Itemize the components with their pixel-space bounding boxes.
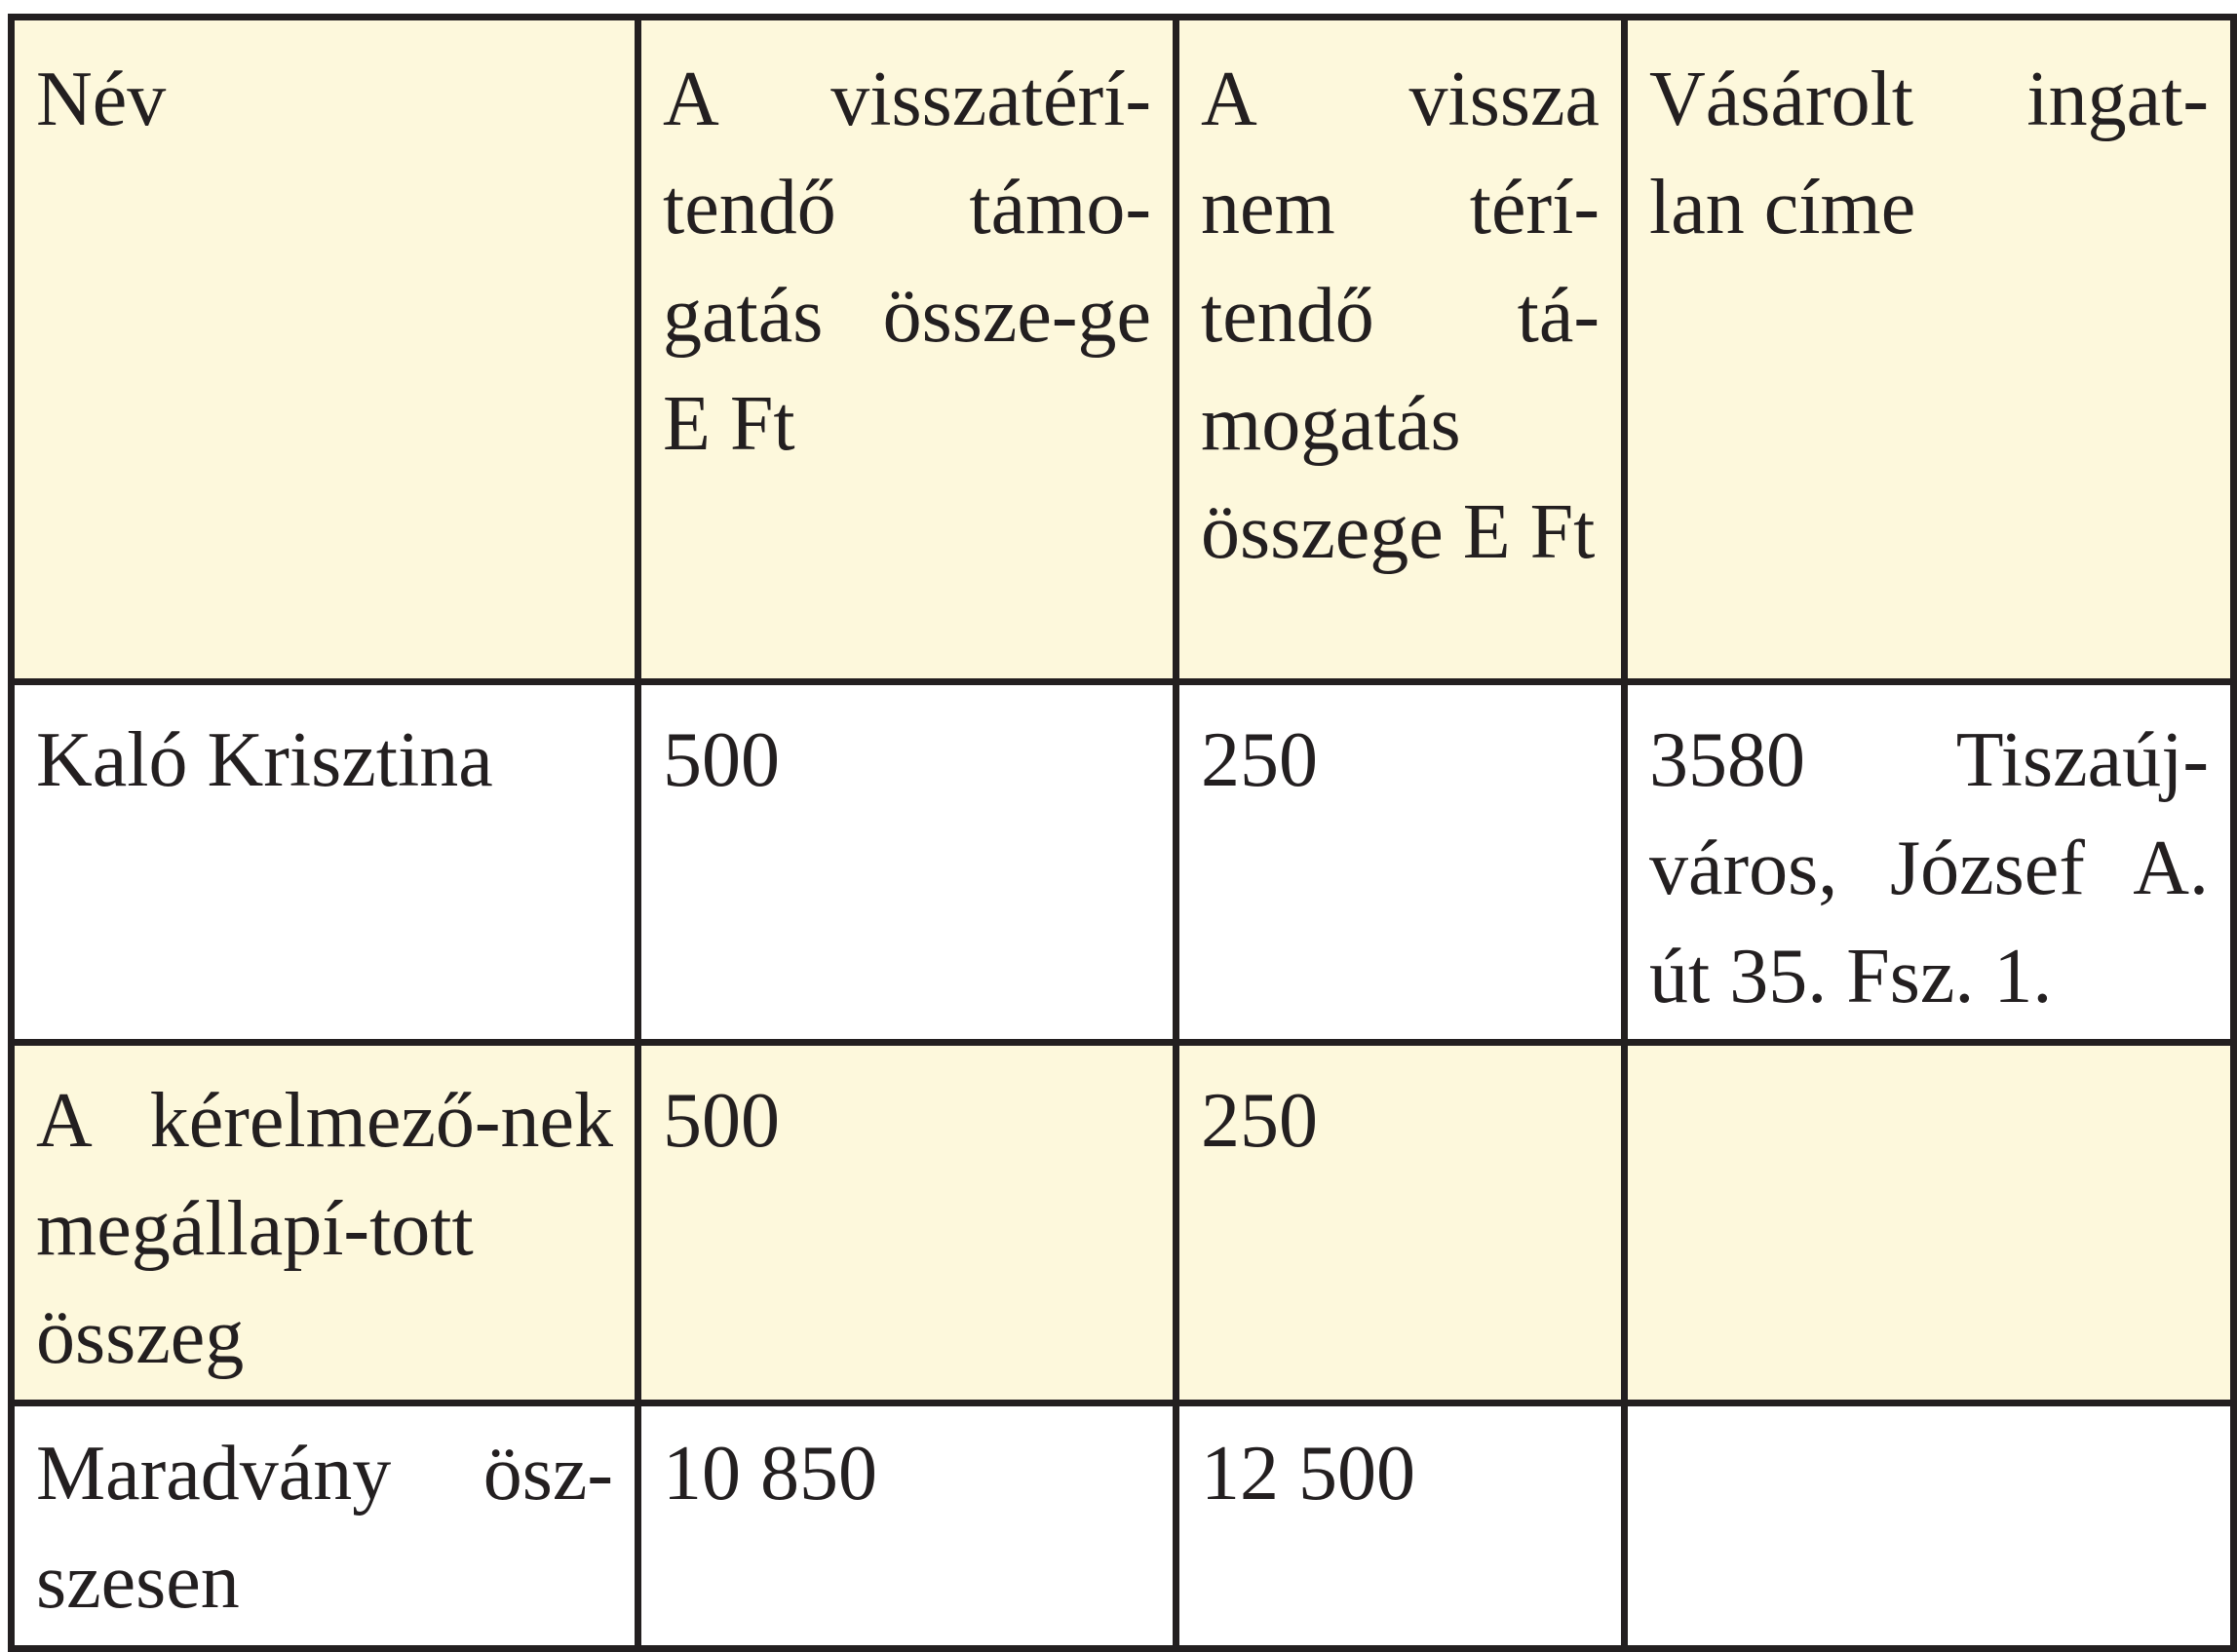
header-address-text: Vásárolt ingat-lan címe [1649,57,2209,250]
cell-non-refundable-text: 250 [1201,1078,1318,1164]
cell-non-refundable [1176,1403,1625,1649]
table-row [12,1043,2234,1403]
cell-address-text: 3580 Tiszaúj-város, József A. út 35. Fsz. 1. [1649,717,2209,1019]
cell-non-refundable [1176,1043,1625,1403]
cell-refundable-text: 500 [663,717,780,803]
support-table [8,14,2237,1652]
cell-address [1625,1043,2234,1403]
cell-refundable [638,1403,1176,1649]
cell-refundable [638,682,1176,1043]
cell-refundable-text: 10 850 [663,1431,877,1517]
header-non-refundable-text: A vissza nem térí-tendő tá-mogatás összege E Ft [1201,57,1600,575]
cell-non-refundable-text: 12 500 [1201,1431,1415,1517]
cell-refundable [638,1043,1176,1403]
table-row [12,1403,2234,1649]
cell-non-refundable [1176,682,1625,1043]
cell-refundable-text: 500 [663,1078,780,1164]
cell-address [1625,1403,2234,1649]
cell-address [1625,682,2234,1043]
cell-non-refundable-text: 250 [1201,717,1318,803]
cell-name-text: A kérelmező-nek megállapí-tott összeg [36,1078,613,1380]
cell-name-text: Maradvány ösz-szesen [36,1431,613,1625]
cell-name [12,682,638,1043]
cell-name [12,1403,638,1649]
header-refundable-text: A visszatérí-tendő támo-gatás össze-ge E Ft [663,57,1151,467]
header-name-text: Név [36,57,167,142]
header-name [12,18,638,682]
header-address [1625,18,2234,682]
cell-name [12,1043,638,1403]
header-non-refundable [1176,18,1625,682]
table-header-row [12,18,2234,682]
header-refundable [638,18,1176,682]
cell-name-text: Kaló Krisztina [36,717,493,803]
table-row [12,682,2234,1043]
